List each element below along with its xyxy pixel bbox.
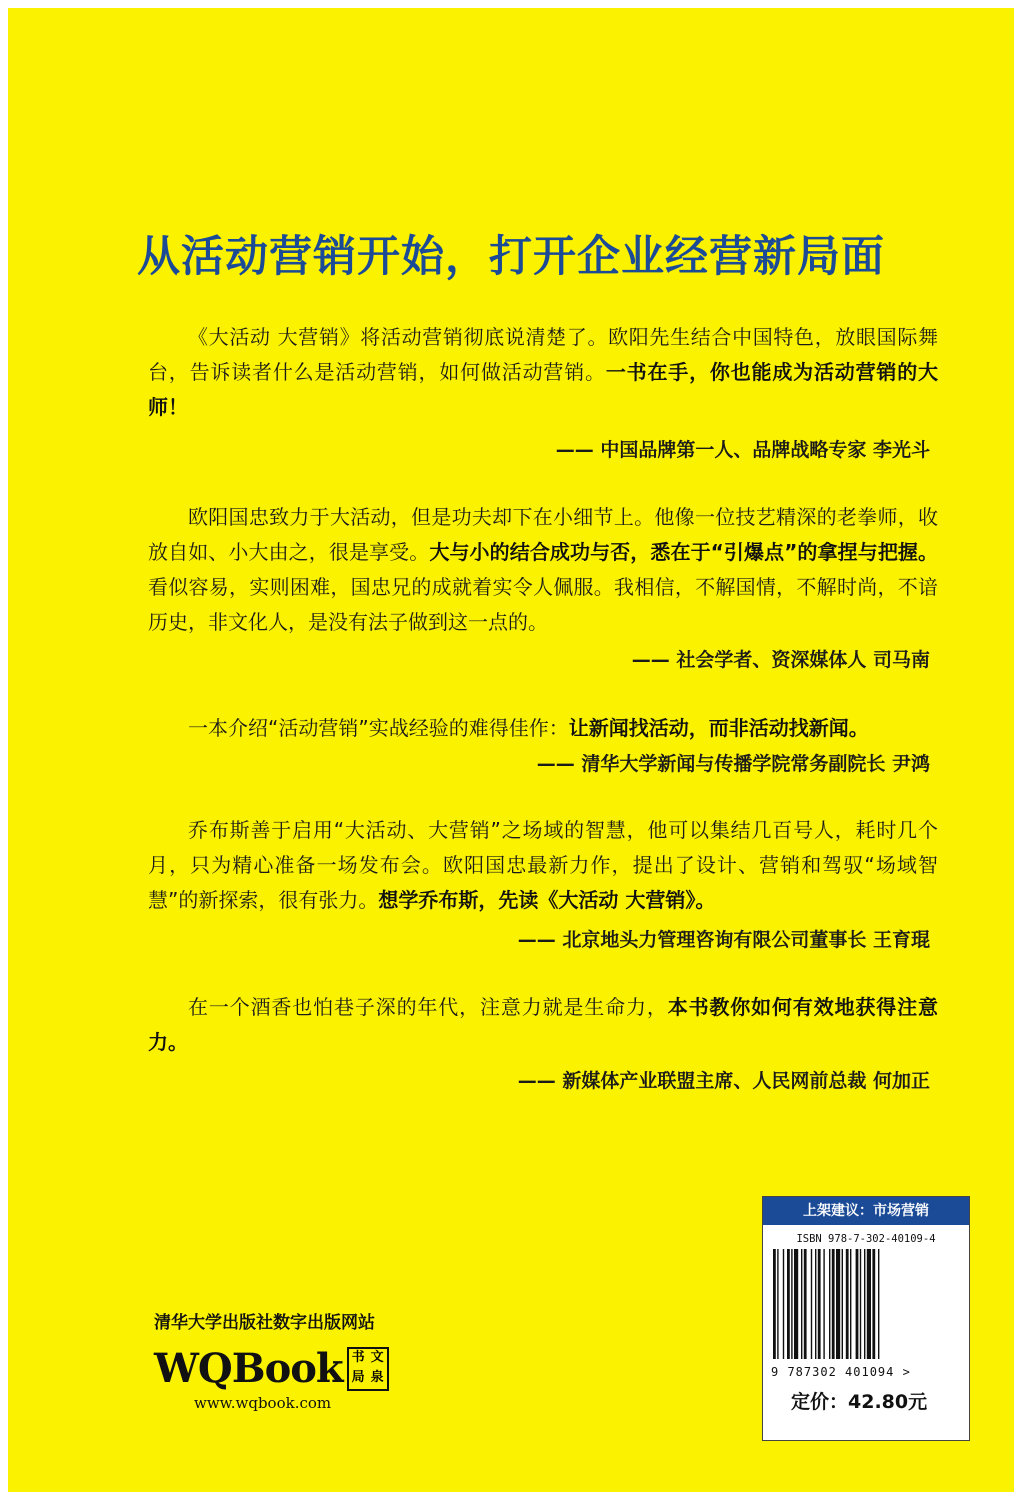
quote-4 (148, 813, 938, 918)
quote-2-attribution: —— 社会学者、资深媒体人 司马南 (631, 649, 930, 671)
barcode-stripe (856, 1249, 859, 1359)
quote-4-attribution: —— 北京地头力管理咨询有限公司董事长 王育琨 (517, 929, 930, 951)
barcode-stripe (867, 1249, 871, 1359)
barcode-stripe (878, 1249, 879, 1359)
back-cover (8, 8, 1014, 1492)
isbn-text: ISBN 978-7-302-40109-4 (796, 1233, 936, 1245)
headline: 从活动营销开始，打开企业经营新局面 (137, 232, 885, 282)
barcode-number: 9 787302 401094 > (771, 1365, 911, 1379)
barcode-stripe (783, 1249, 784, 1359)
barcode-stripe (787, 1249, 790, 1359)
quote-1 (148, 320, 938, 425)
barcode-bars (771, 1249, 961, 1359)
quote-highlight: 让新闻找活动，而非活动找新闻。 (568, 716, 869, 740)
publisher-url: www.wqbook.com (194, 1394, 332, 1412)
barcode-stripe (777, 1249, 778, 1359)
quote-3 (148, 711, 938, 746)
barcode-stripe (872, 1249, 875, 1359)
wqbook-seal (347, 1347, 389, 1391)
price: 定价：42.80元 (791, 1391, 928, 1413)
barcode-stripe (823, 1249, 824, 1359)
shelf-suggestion: 上架建议：市场营销 (763, 1197, 969, 1225)
quote-2 (148, 500, 938, 640)
barcode-stripe (836, 1249, 840, 1359)
seal-char: 局 (351, 1369, 365, 1385)
quote-text-tail: 看似容易，实则困难，国忠兄的成就着实令人佩服。我相信，不解国情，不解时尚，不谙历史，非文化人，是没有法子做到这一点的。 (148, 575, 938, 634)
barcode-stripe (850, 1249, 851, 1359)
barcode-stripe (818, 1249, 821, 1359)
quote-5 (148, 990, 938, 1060)
seal-char: 书 (351, 1349, 365, 1365)
seal-char: 文 (370, 1349, 384, 1365)
quote-text: 在一个酒香也怕巷子深的年代，注意力就是生命力， (188, 995, 668, 1019)
quote-text: 乔布斯善于启用“大活动、大营销”之场域的智慧，他可以集结几百号人，耗时几个月，只为精心准备一场发布会。欧阳国忠最新力作，提出了设计、营销和驾驭“场域智慧”的新探索，很有张力。 (148, 818, 938, 912)
quote-highlight: 一书在手，你也能成为活动营销的大师！ (148, 360, 939, 419)
quote-1-attribution: —— 中国品牌第一人、品牌战略专家 李光斗 (555, 439, 930, 461)
barcode-stripe (864, 1249, 865, 1359)
wqbook-logo-text: WQBook (154, 1345, 343, 1392)
barcode-stripe (829, 1249, 830, 1359)
quote-text: 《大活动 大营销》将活动营销彻底说清楚了。欧阳先生结合中国特色，放眼国际舞台，告诉读者什么是活动营销，如何做活动营销。 (148, 325, 938, 384)
quote-text: 欧阳国忠致力于大活动，但是功夫却下在小细节上。他像一位技艺精深的老拳师，收放自如、小大由之，很是享受。 (148, 505, 938, 564)
quote-text: 一本介绍“活动营销”实战经验的难得佳作： (188, 716, 569, 740)
barcode-stripe (791, 1249, 792, 1359)
barcode-stripe (832, 1249, 835, 1359)
quote-highlight: 大与小的结合成功与否，悉在于“引爆点”的拿捏与把握。 (429, 540, 939, 564)
quote-5-attribution: —— 新媒体产业联盟主席、人民网前总裁 何加正 (517, 1070, 930, 1092)
barcode-stripe (811, 1249, 812, 1359)
barcode-stripe (860, 1249, 861, 1359)
barcode-stripe (794, 1249, 798, 1359)
barcode-stripe (804, 1249, 807, 1359)
barcode-stripe (842, 1249, 843, 1359)
wqbook-logo (154, 1345, 389, 1392)
barcode-stripe (801, 1249, 802, 1359)
barcode-box (762, 1196, 970, 1441)
barcode-stripe (846, 1249, 849, 1359)
quote-highlight: 本书教你如何有效地获得注意力。 (148, 995, 939, 1054)
barcode-stripe (815, 1249, 816, 1359)
publisher-site-name: 清华大学出版社数字出版网站 (154, 1313, 375, 1333)
quote-3-attribution: —— 清华大学新闻与传播学院常务副院长 尹鸿 (536, 753, 930, 775)
seal-char: 泉 (370, 1369, 384, 1385)
barcode-stripe (773, 1249, 776, 1359)
publisher-block (154, 1308, 389, 1412)
quote-highlight: 想学乔布斯，先读《大活动 大营销》。 (378, 888, 716, 912)
